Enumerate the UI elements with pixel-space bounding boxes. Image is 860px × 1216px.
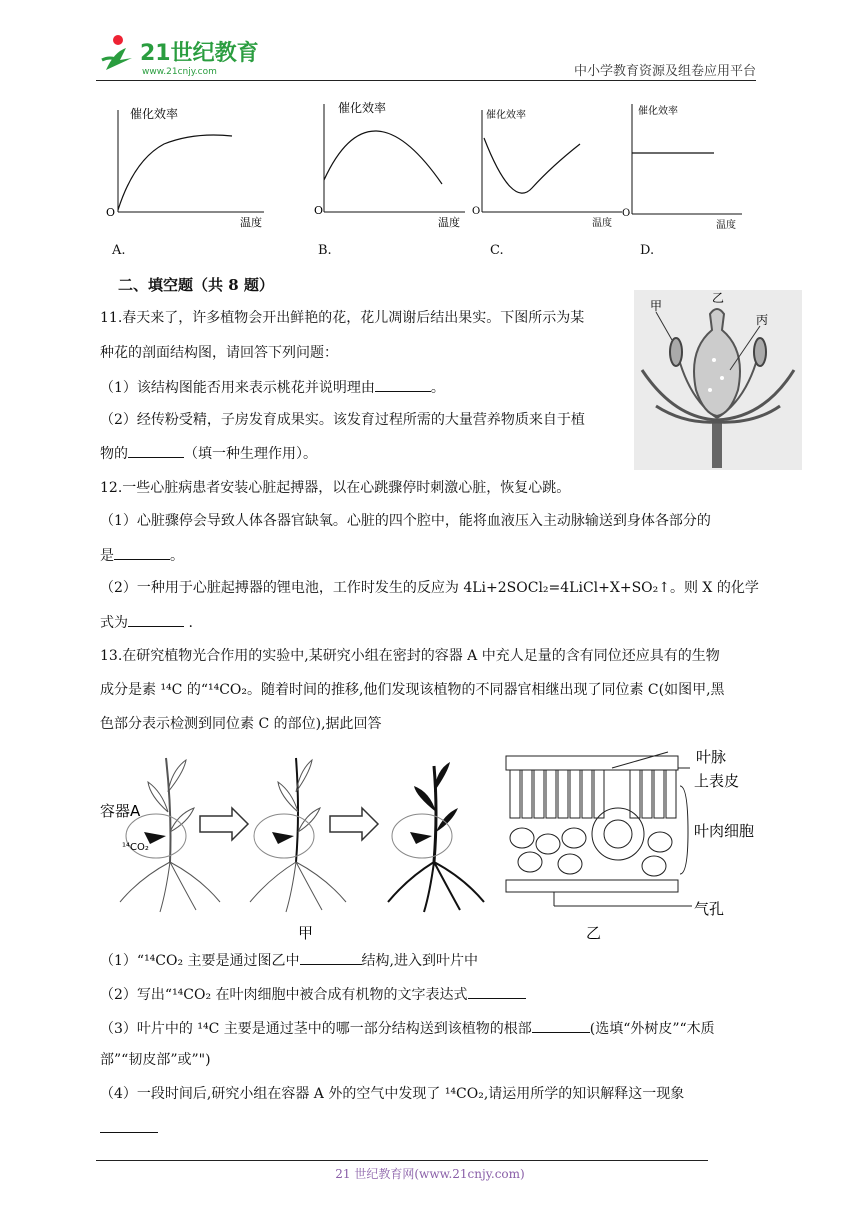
footer-text: 21 世纪教育网(www.21cnjy.com) [335,1167,525,1181]
logo-text: 21世纪教育 [140,41,259,66]
q13-line3: 色部分表示检测到同位素 C 的部位),据此回答 [100,716,382,732]
q13-sub4: （4）一段时间后,研究小组在容器 A 外的空气中发现了 ¹⁴CO₂,请运用所学的知识解释这一现象 [100,1086,685,1102]
q12-line4: （2）一种用于心脏起搏器的锂电池，工作时发生的反应为 4Li+2SOCl₂=4LiCl+X+SO₂↑。则 X 的化学 [100,580,759,596]
q11-line4: （2）经传粉受精，子房发育成果实。该发育过程所需的大量营养物质来自于植 [100,412,585,428]
graph-d-origin: O [622,208,631,219]
fig-stoma-label: 气孔 [694,900,725,918]
graph-d [618,100,778,232]
flower-label-jia: 甲 [650,299,663,313]
graph-c-origin: O [472,206,481,217]
q13-sub4-answer [100,1118,158,1139]
q13-sub2: （2）写出“¹⁴CO₂ 在叶肉细胞中被合成有机物的文字表达式 [100,984,526,1005]
graph-b-ylabel: 催化效率 [338,101,387,115]
q13-blank1[interactable] [300,950,362,965]
fig-container-label: 容器A [100,802,141,820]
q11-blank1[interactable] [375,377,431,392]
graph-b-xlabel: 温度 [438,216,460,229]
header-platform-text: 中小学教育资源及组卷应用平台 [573,64,756,79]
graph-d-ylabel: 催化效率 [638,106,678,117]
figure-yi [500,746,780,942]
option-a: A. [112,243,126,258]
fig-mesophyll-label: 叶肉细胞 [694,822,755,840]
q12-line3: 是 。 [100,545,184,566]
graph-c-ylabel: 催化效率 [486,110,526,121]
graph-d-xlabel: 温度 [716,220,736,231]
fig-yi-label: 乙 [586,924,602,942]
graph-b-origin: O [314,204,324,217]
graph-a-origin: O [106,206,116,219]
fig-co2-label: ¹⁴CO₂ [122,842,149,853]
q13-blank4[interactable] [100,1118,158,1133]
option-b: B. [318,243,332,258]
q13-sub3: （3）叶片中的 ¹⁴C 主要是通过茎中的哪一部分结构送到该植物的根部 (选填“外树皮”“木质 [100,1018,715,1039]
q13-line1: 13.在研究植物光合作用的实验中,某研究小组在密封的容器 A 中充人足量的含有同位还应具有的生物 [100,648,720,664]
q11-line5: 物的 （填一种生理作用）。 [100,443,317,464]
q13-sub3-cont: 部”“韧皮部”或”") [100,1052,211,1068]
q11-line1: 11.春天来了，许多植物会开出鲜艳的花，花儿凋谢后结出果实。下图所示为某 [100,310,585,326]
q12-line1: 12.一些心脏病患者安装心脏起搏器，以在心跳骤停时刺激心脏，恢复心跳。 [100,480,571,496]
q12-blank2[interactable] [128,612,184,627]
fig-vein-label: 叶脉 [696,748,727,766]
q12-line2: （1）心脏骤停会导致人体各器官缺氧。心脏的四个腔中，能将血液压入主动脉输送到身体各部分的 [100,513,711,529]
q11-line3: （1）该结构图能否用来表示桃花并说明理由 。 [100,377,445,398]
q13-line2: 成分是素 ¹⁴C 的“¹⁴CO₂。随着时间的推移,他们发现该植物的不同器官相继出现了同位素 C(如图甲,黑 [100,682,725,698]
graph-b [310,100,470,232]
graph-a [104,100,264,232]
option-d: D. [640,243,655,258]
footer-divider [96,1160,708,1161]
flower-diagram [634,290,802,470]
q13-blank3[interactable] [532,1018,590,1033]
fig-jia-label: 甲 [298,924,314,942]
q11-line2: 种花的剖面结构图，请回答下列问题： [100,345,338,361]
section-title: 二、填空题（共 8 题） [118,276,274,294]
header-divider [96,80,756,81]
fig-epidermis-label: 上表皮 [694,772,740,790]
graph-c-xlabel: 温度 [592,218,612,229]
q11-blank2[interactable] [128,443,184,458]
q13-sub1: （1）“¹⁴CO₂ 主要是通过图乙中 结构,进入到叶片中 [100,950,478,971]
q13-blank2[interactable] [468,984,526,999]
figure-jia [100,752,500,942]
logo-url: www.21cnjy.com [142,67,217,77]
site-logo [96,30,266,78]
q12-blank1[interactable] [114,545,170,560]
option-c: C. [490,243,504,258]
graph-c [472,100,632,232]
graph-a-xlabel: 温度 [240,216,262,229]
q12-line5: 式为 . [100,612,193,633]
flower-label-bing: 丙 [756,313,769,327]
graph-a-ylabel: 催化效率 [130,107,179,121]
flower-label-yi: 乙 [712,291,725,305]
